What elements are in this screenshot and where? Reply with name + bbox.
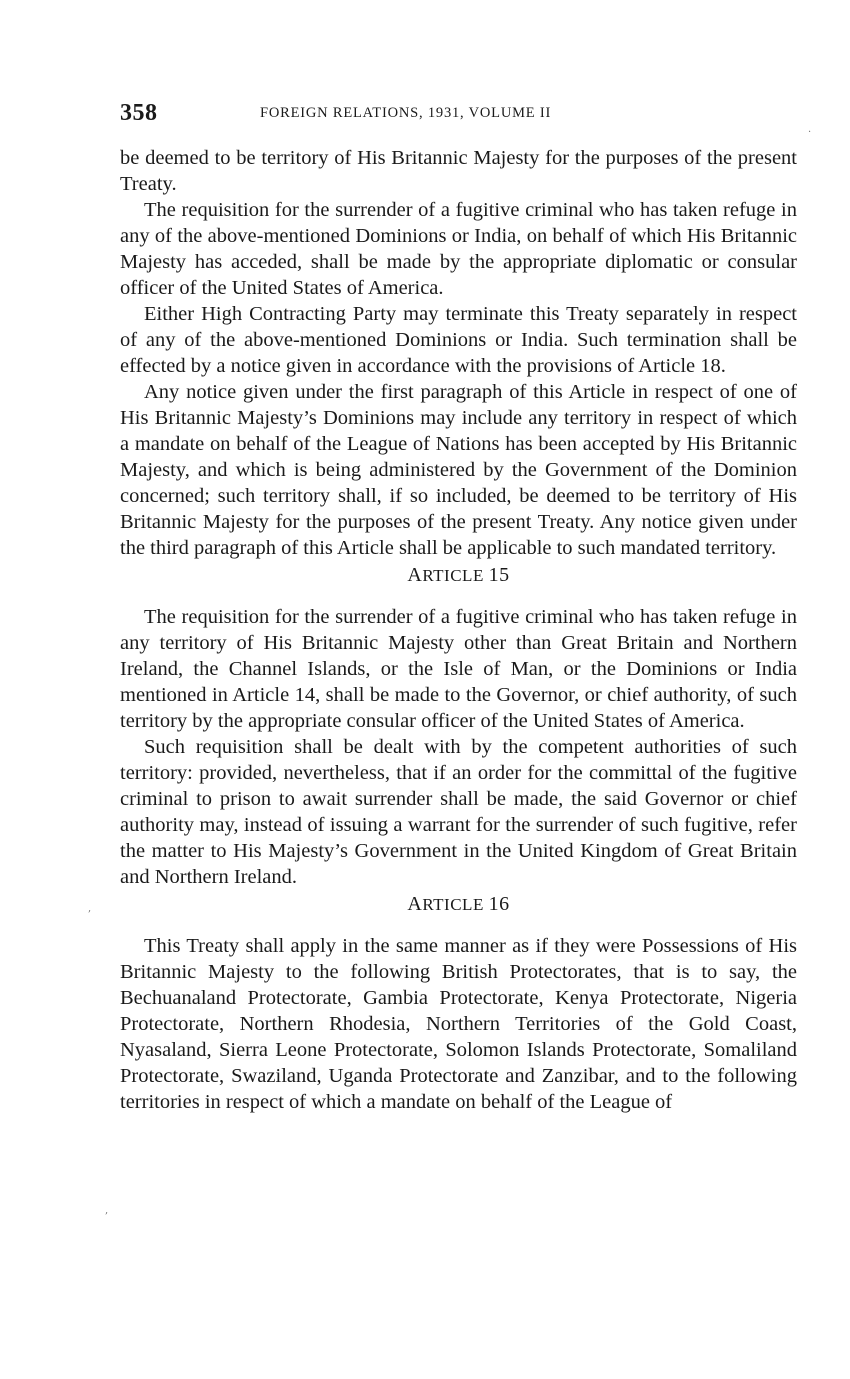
running-head: FOREIGN RELATIONS, 1931, VOLUME II (260, 105, 552, 121)
article-15-heading (120, 561, 797, 604)
scan-speck: · (808, 127, 812, 138)
article-16-heading (120, 890, 797, 933)
article-heading-initial: A (407, 564, 423, 586)
page-number: 358 (120, 100, 158, 126)
article-heading-number: 16 (488, 893, 510, 915)
paragraph: Either High Contracting Party may terminate this Treaty separately in respect of any of the above-mentioned Dominions or India. Such termination shall be effected by a notice given in accordance with the provisions of Article 18. (120, 303, 797, 377)
paragraph: Any notice given under the first paragraph of this Article in respect of one of His Britannic Majesty’s Dominions may include any territory in respect of which a mandate on behalf of the League of Nations has been accepted by His Britannic Majesty, and which is being administered by the Government of the Dominion concerned; such territory shall, if so included, be deemed to be territory of His Britannic Majesty for the purposes of the present Treaty. Any notice given under the third paragraph of this Article shall be applicable to such mandated territory. (120, 381, 797, 559)
paragraph: This Treaty shall apply in the same manner as if they were Possessions of His Britannic Majesty to the following British Protectorates, that is to say, the Bechuanaland Protectorate, Gambia Protectorate, Kenya Protectorate, Nigeria Protectorate, Northern Rhodesia, Northern Territories of the Gold Coast, Nyasaland, Sierra Leone Protectorate, Solomon Islands Protectorate, Somaliland Protectorate, Swaziland, Uganda Protectorate and Zanzibar, and to the following territories in respect of which a mandate on behalf of the League of (120, 935, 797, 1113)
scan-speck: , (88, 903, 92, 914)
article-heading-word: RTICLE (422, 895, 484, 914)
page-header (120, 100, 660, 130)
paragraph: The requisition for the surrender of a fugitive criminal who has taken refuge in any territory of His Britannic Majesty other than Great Britain and Northern Ireland, the Channel Islands, or the Isle of Man, or the Dominions or India mentioned in Article 14, shall be made to the Governor, or chief authority, of such territory by the appropriate consular officer of the United States of America. (120, 606, 797, 732)
scan-speck: , (105, 1205, 109, 1216)
article-heading-number: 15 (488, 564, 510, 586)
paragraph-continuation: be deemed to be territory of His Britannic Majesty for the purposes of the present Treaty. (120, 147, 797, 195)
body-text (120, 145, 797, 1115)
article-heading-initial: A (407, 893, 423, 915)
article-heading-word: RTICLE (422, 566, 484, 585)
paragraph: The requisition for the surrender of a fugitive criminal who has taken refuge in any of the above-mentioned Dominions or India, on behalf of which His Britannic Majesty has acceded, shall be made by the appropriate diplomatic or consular officer of the United States of America. (120, 199, 797, 299)
paragraph: Such requisition shall be dealt with by the competent authorities of such territory: provided, nevertheless, that if an order for the committal of the fugitive criminal to prison to await surrender shall be made, the said Governor or chief authority may, instead of issuing a warrant for the surrender of such fugitive, refer the matter to His Majesty’s Government in the United Kingdom of Great Britain and Northern Ireland. (120, 736, 797, 888)
